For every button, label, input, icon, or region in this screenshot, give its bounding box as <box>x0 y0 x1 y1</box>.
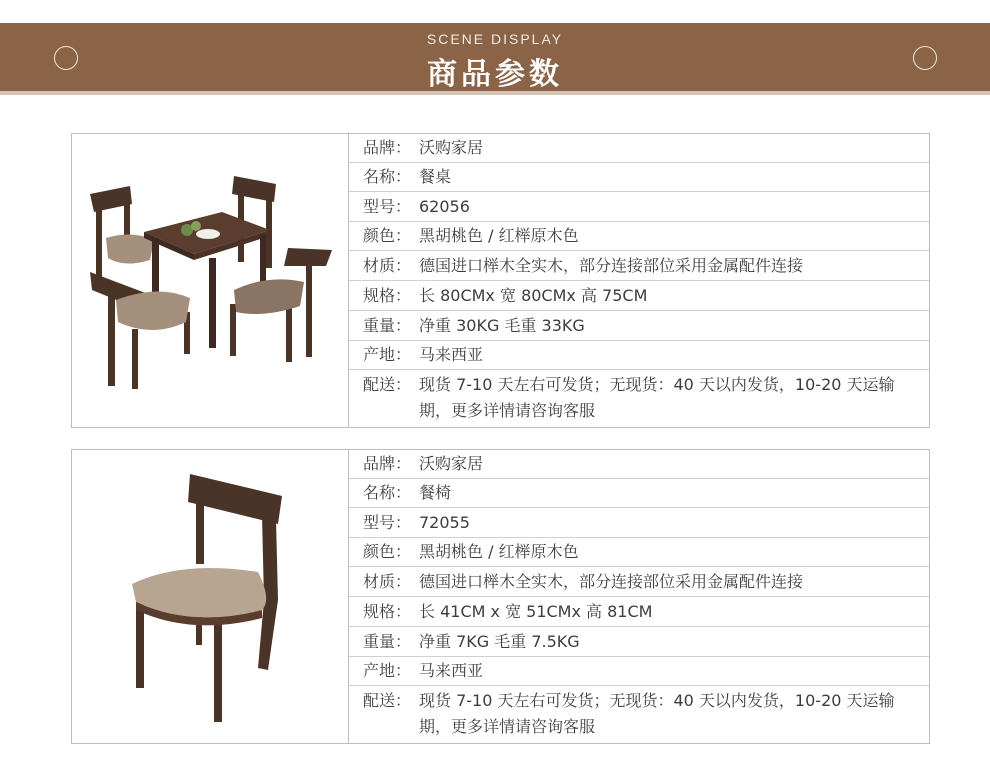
spec-row <box>349 163 929 192</box>
spec-key: 重量： <box>363 632 412 651</box>
spec-row <box>349 597 929 627</box>
spec-table <box>349 134 929 427</box>
circle-ornament-icon <box>913 46 937 70</box>
spec-key: 重量： <box>363 316 412 335</box>
spec-key: 型号： <box>363 513 412 532</box>
header-banner <box>0 23 990 95</box>
spec-value: 黑胡桃色 / 红榉原木色 <box>419 226 579 245</box>
spec-row <box>349 567 929 597</box>
spec-value: 长 80CMx 宽 80CMx 高 75CM <box>419 286 648 305</box>
spec-key: 材质： <box>363 256 412 275</box>
spec-row <box>349 222 929 251</box>
page-title: 商品参数 <box>427 57 563 92</box>
spec-value: 62056 <box>419 197 470 216</box>
spec-key: 配送： <box>363 375 412 394</box>
spec-key: 颜色： <box>363 226 412 245</box>
spec-row <box>349 281 929 311</box>
spec-key: 品牌： <box>363 138 412 157</box>
spec-value: 黑胡桃色 / 红榉原木色 <box>419 542 579 561</box>
spec-row <box>349 627 929 657</box>
spec-key: 型号： <box>363 197 412 216</box>
spec-row <box>349 134 929 163</box>
spec-row <box>349 450 929 479</box>
spec-value: 餐桌 <box>419 167 452 186</box>
spec-value: 沃购家居 <box>419 454 484 473</box>
spec-value: 净重 30KG 毛重 33KG <box>419 316 585 335</box>
spec-row <box>349 657 929 686</box>
spec-row <box>349 192 929 222</box>
spec-row <box>349 370 929 427</box>
spec-value: 马来西亚 <box>419 345 484 364</box>
dining-set-image <box>72 134 349 427</box>
spec-key: 名称： <box>363 483 412 502</box>
spec-key: 材质： <box>363 572 412 591</box>
header-subtitle: SCENE DISPLAY <box>426 31 564 47</box>
spec-key: 名称： <box>363 167 412 186</box>
spec-key: 品牌： <box>363 454 412 473</box>
spec-row <box>349 341 929 370</box>
spec-key: 产地： <box>363 345 412 364</box>
spec-row <box>349 686 929 743</box>
spec-key: 配送： <box>363 691 412 710</box>
product-card-chair <box>71 449 930 744</box>
spec-value: 72055 <box>419 513 470 532</box>
spec-value: 长 41CM x 宽 51CMx 高 81CM <box>419 602 653 621</box>
spec-value: 现货 7-10 天左右可发货；无现货：40 天以内发货，10-20 天运输期，更多详情请咨询客服 <box>419 375 895 420</box>
spec-row <box>349 538 929 567</box>
spec-value: 现货 7-10 天左右可发货；无现货：40 天以内发货，10-20 天运输期，更多详情请咨询客服 <box>419 691 895 736</box>
spec-table <box>349 450 929 743</box>
spec-value: 德国进口榉木全实木，部分连接部位采用金属配件连接 <box>419 572 804 591</box>
spec-row <box>349 311 929 341</box>
spec-key: 产地： <box>363 661 412 680</box>
spec-key: 规格： <box>363 602 412 621</box>
spec-row <box>349 508 929 538</box>
spec-row <box>349 479 929 508</box>
product-card-table <box>71 133 930 428</box>
spec-key: 规格： <box>363 286 412 305</box>
spec-value: 沃购家居 <box>419 138 484 157</box>
spec-key: 颜色： <box>363 542 412 561</box>
dining-chair-image <box>72 450 349 743</box>
spec-value: 德国进口榉木全实木，部分连接部位采用金属配件连接 <box>419 256 804 275</box>
spec-row <box>349 251 929 281</box>
spec-value: 马来西亚 <box>419 661 484 680</box>
spec-value: 餐椅 <box>419 483 452 502</box>
spec-value: 净重 7KG 毛重 7.5KG <box>419 632 580 651</box>
